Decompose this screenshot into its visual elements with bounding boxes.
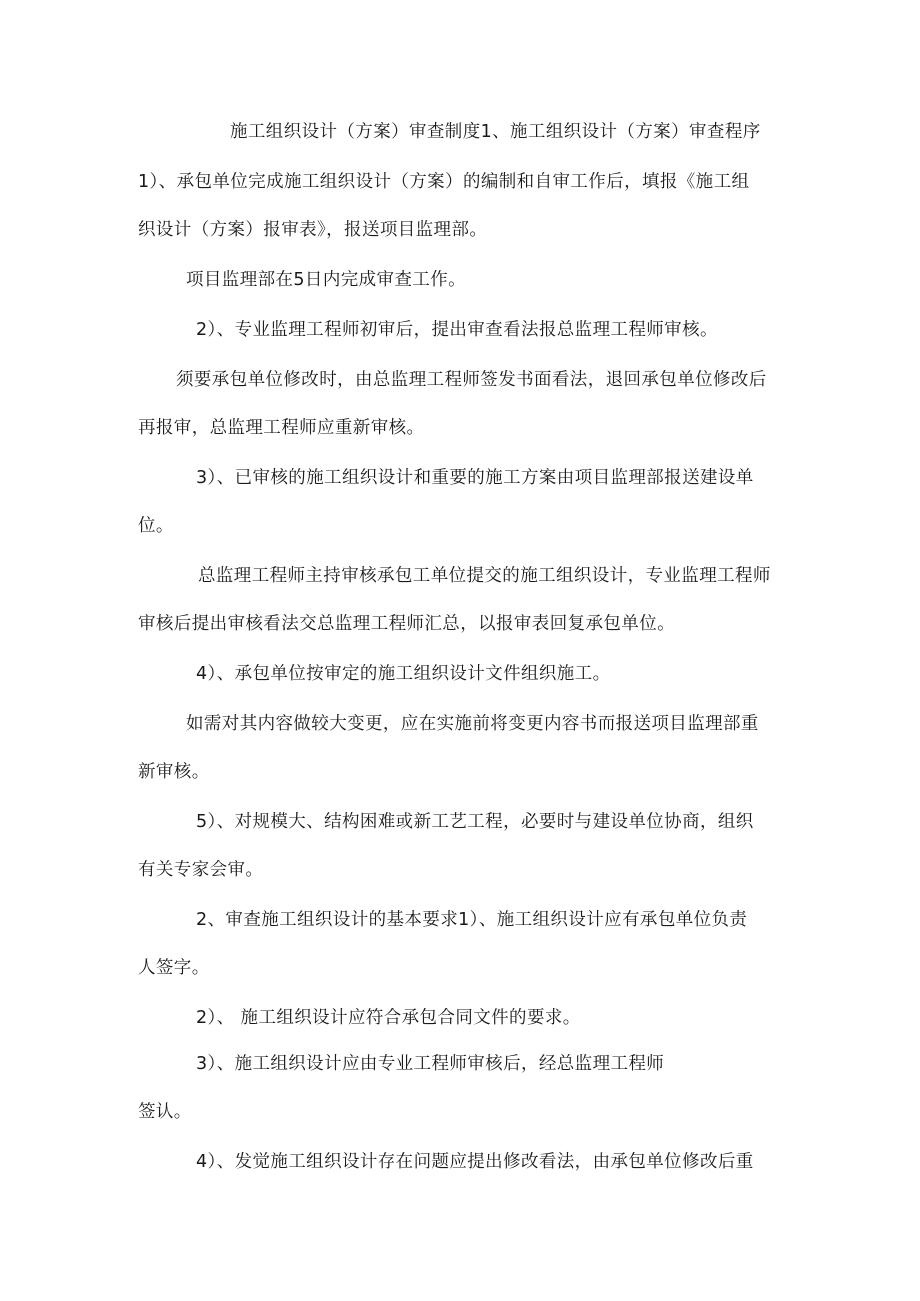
- text-line-11: 审核后提出审核看法交总监理工程师汇总，以报审表回复承包单位。: [138, 614, 675, 634]
- text-line-20: 3）、施工组织设计应由专业工程师审核后，经总监理工程师: [196, 1054, 665, 1074]
- text-line-8: 3）、已审核的施工组织设计和重要的施工方案由项目监理部报送建设单: [196, 468, 754, 488]
- text-line-22: 4）、发觉施工组织设计存在问题应提出修改看法，由承包单位修改后重: [196, 1152, 754, 1172]
- text-line-19: 2）、 施工组织设计应符合承包合同文件的要求。: [196, 1008, 581, 1028]
- text-line-3: 织设计（方案）报审表》，报送项目监理部。: [138, 220, 488, 240]
- text-line-14: 新审核。: [138, 762, 210, 782]
- text-line-18: 人签字。: [138, 958, 210, 978]
- text-line-7: 再报审，总监理工程师应重新审核。: [138, 418, 425, 438]
- text-line-10: 总监理工程师主持审核承包工单位提交的施工组织设计，专业监理工程师: [198, 566, 771, 586]
- text-line-4: 项目监理部在5日内完成审查工作。: [186, 270, 467, 290]
- text-line-21: 签认。: [138, 1102, 192, 1122]
- text-line-5: 2）、专业监理工程师初审后，提出审查看法报总监理工程师审核。: [196, 320, 718, 340]
- text-line-6: 须要承包单位修改时，由总监理工程师签发书面看法，退回承包单位修改后: [176, 370, 767, 390]
- text-line-9: 位。: [138, 516, 174, 536]
- text-line-1: 施工组织设计（方案）审查制度1、施工组织设计（方案）审查程序: [230, 122, 761, 142]
- text-line-15: 5）、对规模大、结构困难或新工艺工程，必要时与建设单位协商，组织: [196, 812, 754, 832]
- text-line-13: 如需对其内容做较大变更，应在实施前将变更内容书而报送项目监理部重: [186, 714, 759, 734]
- text-line-16: 有关专家会审。: [138, 860, 264, 880]
- text-line-17: 2、审查施工组织设计的基本要求1）、施工组织设计应有承包单位负责: [196, 910, 748, 930]
- text-line-2: 1）、承包单位完成施工组织设计（方案）的编制和自审工作后，填报《施工组: [138, 172, 750, 192]
- text-line-12: 4）、承包单位按审定的施工组织设计文件组织施工。: [196, 664, 611, 684]
